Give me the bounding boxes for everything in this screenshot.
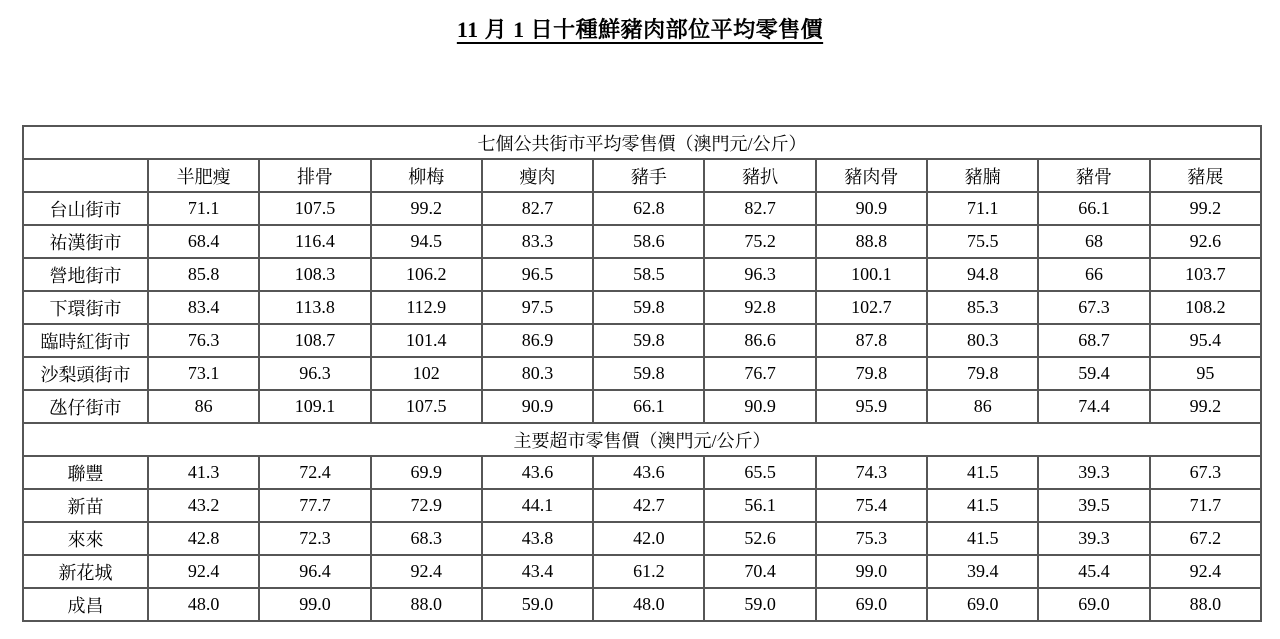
price-cell: 68.7 — [1038, 324, 1149, 357]
market-row — [23, 357, 1261, 390]
price-cell: 90.9 — [482, 390, 593, 423]
price-cell: 109.1 — [259, 390, 370, 423]
price-cell: 90.9 — [704, 390, 815, 423]
price-cell: 108.7 — [259, 324, 370, 357]
price-cell: 74.4 — [1038, 390, 1149, 423]
price-cell: 41.5 — [927, 489, 1038, 522]
price-cell: 92.8 — [704, 291, 815, 324]
price-cell: 83.3 — [482, 225, 593, 258]
section-header-markets: 七個公共街市平均零售價（澳門元/公斤） — [23, 126, 1261, 159]
price-cell: 39.3 — [1038, 456, 1149, 489]
column-header: 柳梅 — [371, 159, 482, 192]
price-cell: 92.4 — [148, 555, 259, 588]
column-header: 豬扒 — [704, 159, 815, 192]
price-cell: 72.3 — [259, 522, 370, 555]
price-cell: 96.3 — [704, 258, 815, 291]
row-label: 氹仔街市 — [23, 390, 148, 423]
price-cell: 75.3 — [816, 522, 927, 555]
column-header: 半肥瘦 — [148, 159, 259, 192]
price-cell: 67.2 — [1150, 522, 1261, 555]
price-cell: 43.6 — [482, 456, 593, 489]
column-header: 豬肉骨 — [816, 159, 927, 192]
price-table-body — [23, 126, 1261, 621]
column-header: 豬展 — [1150, 159, 1261, 192]
price-cell: 76.7 — [704, 357, 815, 390]
price-cell: 42.0 — [593, 522, 704, 555]
price-cell: 80.3 — [927, 324, 1038, 357]
column-header: 瘦肉 — [482, 159, 593, 192]
price-cell: 66 — [1038, 258, 1149, 291]
price-cell: 82.7 — [704, 192, 815, 225]
price-cell: 101.4 — [371, 324, 482, 357]
row-label: 祐漢街市 — [23, 225, 148, 258]
price-cell: 86.9 — [482, 324, 593, 357]
price-cell: 85.8 — [148, 258, 259, 291]
corner-cell — [23, 159, 148, 192]
price-cell: 48.0 — [593, 588, 704, 621]
price-cell: 77.7 — [259, 489, 370, 522]
price-cell: 59.8 — [593, 357, 704, 390]
price-cell: 69.9 — [371, 456, 482, 489]
market-row — [23, 225, 1261, 258]
column-header: 豬腩 — [927, 159, 1038, 192]
price-cell: 76.3 — [148, 324, 259, 357]
price-table — [22, 125, 1262, 622]
market-row — [23, 324, 1261, 357]
price-cell: 43.6 — [593, 456, 704, 489]
price-cell: 39.3 — [1038, 522, 1149, 555]
price-cell: 95.9 — [816, 390, 927, 423]
price-cell: 92.4 — [1150, 555, 1261, 588]
price-cell: 102 — [371, 357, 482, 390]
price-cell: 88.8 — [816, 225, 927, 258]
price-cell: 67.3 — [1038, 291, 1149, 324]
price-cell: 48.0 — [148, 588, 259, 621]
price-cell: 66.1 — [1038, 192, 1149, 225]
row-label: 新花城 — [23, 555, 148, 588]
section-header-row-markets — [23, 126, 1261, 159]
price-cell: 39.4 — [927, 555, 1038, 588]
price-cell: 86.6 — [704, 324, 815, 357]
price-cell: 41.5 — [927, 522, 1038, 555]
supermarket-row — [23, 489, 1261, 522]
price-cell: 62.8 — [593, 192, 704, 225]
price-cell: 59.8 — [593, 324, 704, 357]
price-cell: 96.5 — [482, 258, 593, 291]
price-cell: 96.3 — [259, 357, 370, 390]
price-cell: 75.2 — [704, 225, 815, 258]
market-row — [23, 258, 1261, 291]
price-cell: 113.8 — [259, 291, 370, 324]
price-cell: 86 — [927, 390, 1038, 423]
price-cell: 97.5 — [482, 291, 593, 324]
price-cell: 108.3 — [259, 258, 370, 291]
price-cell: 69.0 — [1038, 588, 1149, 621]
price-cell: 107.5 — [371, 390, 482, 423]
market-row — [23, 390, 1261, 423]
price-cell: 73.1 — [148, 357, 259, 390]
price-cell: 42.7 — [593, 489, 704, 522]
price-cell: 86 — [148, 390, 259, 423]
price-cell: 72.9 — [371, 489, 482, 522]
price-cell: 85.3 — [927, 291, 1038, 324]
price-cell: 59.8 — [593, 291, 704, 324]
price-cell: 92.4 — [371, 555, 482, 588]
price-cell: 116.4 — [259, 225, 370, 258]
row-label: 聯豐 — [23, 456, 148, 489]
price-cell: 45.4 — [1038, 555, 1149, 588]
price-cell: 44.1 — [482, 489, 593, 522]
price-cell: 67.3 — [1150, 456, 1261, 489]
price-cell: 95 — [1150, 357, 1261, 390]
supermarket-row — [23, 456, 1261, 489]
price-cell: 68 — [1038, 225, 1149, 258]
section-header-supermarkets: 主要超市零售價（澳門元/公斤） — [23, 423, 1261, 456]
row-label: 成昌 — [23, 588, 148, 621]
price-cell: 65.5 — [704, 456, 815, 489]
section-header-row-supermarkets — [23, 423, 1261, 456]
supermarket-row — [23, 522, 1261, 555]
price-cell: 71.7 — [1150, 489, 1261, 522]
price-cell: 56.1 — [704, 489, 815, 522]
price-cell: 82.7 — [482, 192, 593, 225]
price-cell: 59.4 — [1038, 357, 1149, 390]
price-cell: 43.4 — [482, 555, 593, 588]
price-cell: 94.5 — [371, 225, 482, 258]
price-cell: 100.1 — [816, 258, 927, 291]
price-cell: 106.2 — [371, 258, 482, 291]
price-cell: 92.6 — [1150, 225, 1261, 258]
price-cell: 96.4 — [259, 555, 370, 588]
price-cell: 99.2 — [1150, 390, 1261, 423]
price-cell: 71.1 — [927, 192, 1038, 225]
price-cell: 68.3 — [371, 522, 482, 555]
price-cell: 52.6 — [704, 522, 815, 555]
row-label: 來來 — [23, 522, 148, 555]
price-cell: 79.8 — [816, 357, 927, 390]
price-cell: 43.2 — [148, 489, 259, 522]
supermarket-row — [23, 555, 1261, 588]
price-cell: 58.5 — [593, 258, 704, 291]
price-cell: 94.8 — [927, 258, 1038, 291]
column-header: 排骨 — [259, 159, 370, 192]
price-cell: 59.0 — [482, 588, 593, 621]
price-cell: 99.0 — [816, 555, 927, 588]
column-header: 豬骨 — [1038, 159, 1149, 192]
page-title: 11 月 1 日十種鮮豬肉部位平均零售價 — [456, 17, 824, 42]
row-label: 營地街市 — [23, 258, 148, 291]
price-cell: 88.0 — [371, 588, 482, 621]
price-cell: 42.8 — [148, 522, 259, 555]
column-header: 豬手 — [593, 159, 704, 192]
price-cell: 39.5 — [1038, 489, 1149, 522]
price-cell: 70.4 — [704, 555, 815, 588]
price-cell: 41.5 — [927, 456, 1038, 489]
row-label: 沙梨頭街市 — [23, 357, 148, 390]
price-cell: 75.5 — [927, 225, 1038, 258]
price-cell: 74.3 — [816, 456, 927, 489]
row-label: 台山街市 — [23, 192, 148, 225]
price-cell: 71.1 — [148, 192, 259, 225]
price-cell: 79.8 — [927, 357, 1038, 390]
price-cell: 75.4 — [816, 489, 927, 522]
price-cell: 43.8 — [482, 522, 593, 555]
price-cell: 99.2 — [1150, 192, 1261, 225]
price-cell: 99.0 — [259, 588, 370, 621]
price-cell: 41.3 — [148, 456, 259, 489]
price-cell: 80.3 — [482, 357, 593, 390]
price-cell: 108.2 — [1150, 291, 1261, 324]
price-cell: 59.0 — [704, 588, 815, 621]
market-row — [23, 192, 1261, 225]
price-cell: 88.0 — [1150, 588, 1261, 621]
price-cell: 99.2 — [371, 192, 482, 225]
price-cell: 69.0 — [927, 588, 1038, 621]
row-label: 臨時紅街市 — [23, 324, 148, 357]
market-row — [23, 291, 1261, 324]
row-label: 下環街市 — [23, 291, 148, 324]
supermarket-row — [23, 588, 1261, 621]
price-cell: 69.0 — [816, 588, 927, 621]
price-cell: 107.5 — [259, 192, 370, 225]
price-cell: 72.4 — [259, 456, 370, 489]
price-cell: 68.4 — [148, 225, 259, 258]
column-header-row — [23, 159, 1261, 192]
price-cell: 87.8 — [816, 324, 927, 357]
price-cell: 95.4 — [1150, 324, 1261, 357]
price-cell: 58.6 — [593, 225, 704, 258]
price-cell: 83.4 — [148, 291, 259, 324]
price-cell: 103.7 — [1150, 258, 1261, 291]
price-cell: 102.7 — [816, 291, 927, 324]
price-cell: 61.2 — [593, 555, 704, 588]
price-cell: 112.9 — [371, 291, 482, 324]
price-cell: 90.9 — [816, 192, 927, 225]
price-cell: 66.1 — [593, 390, 704, 423]
row-label: 新苗 — [23, 489, 148, 522]
